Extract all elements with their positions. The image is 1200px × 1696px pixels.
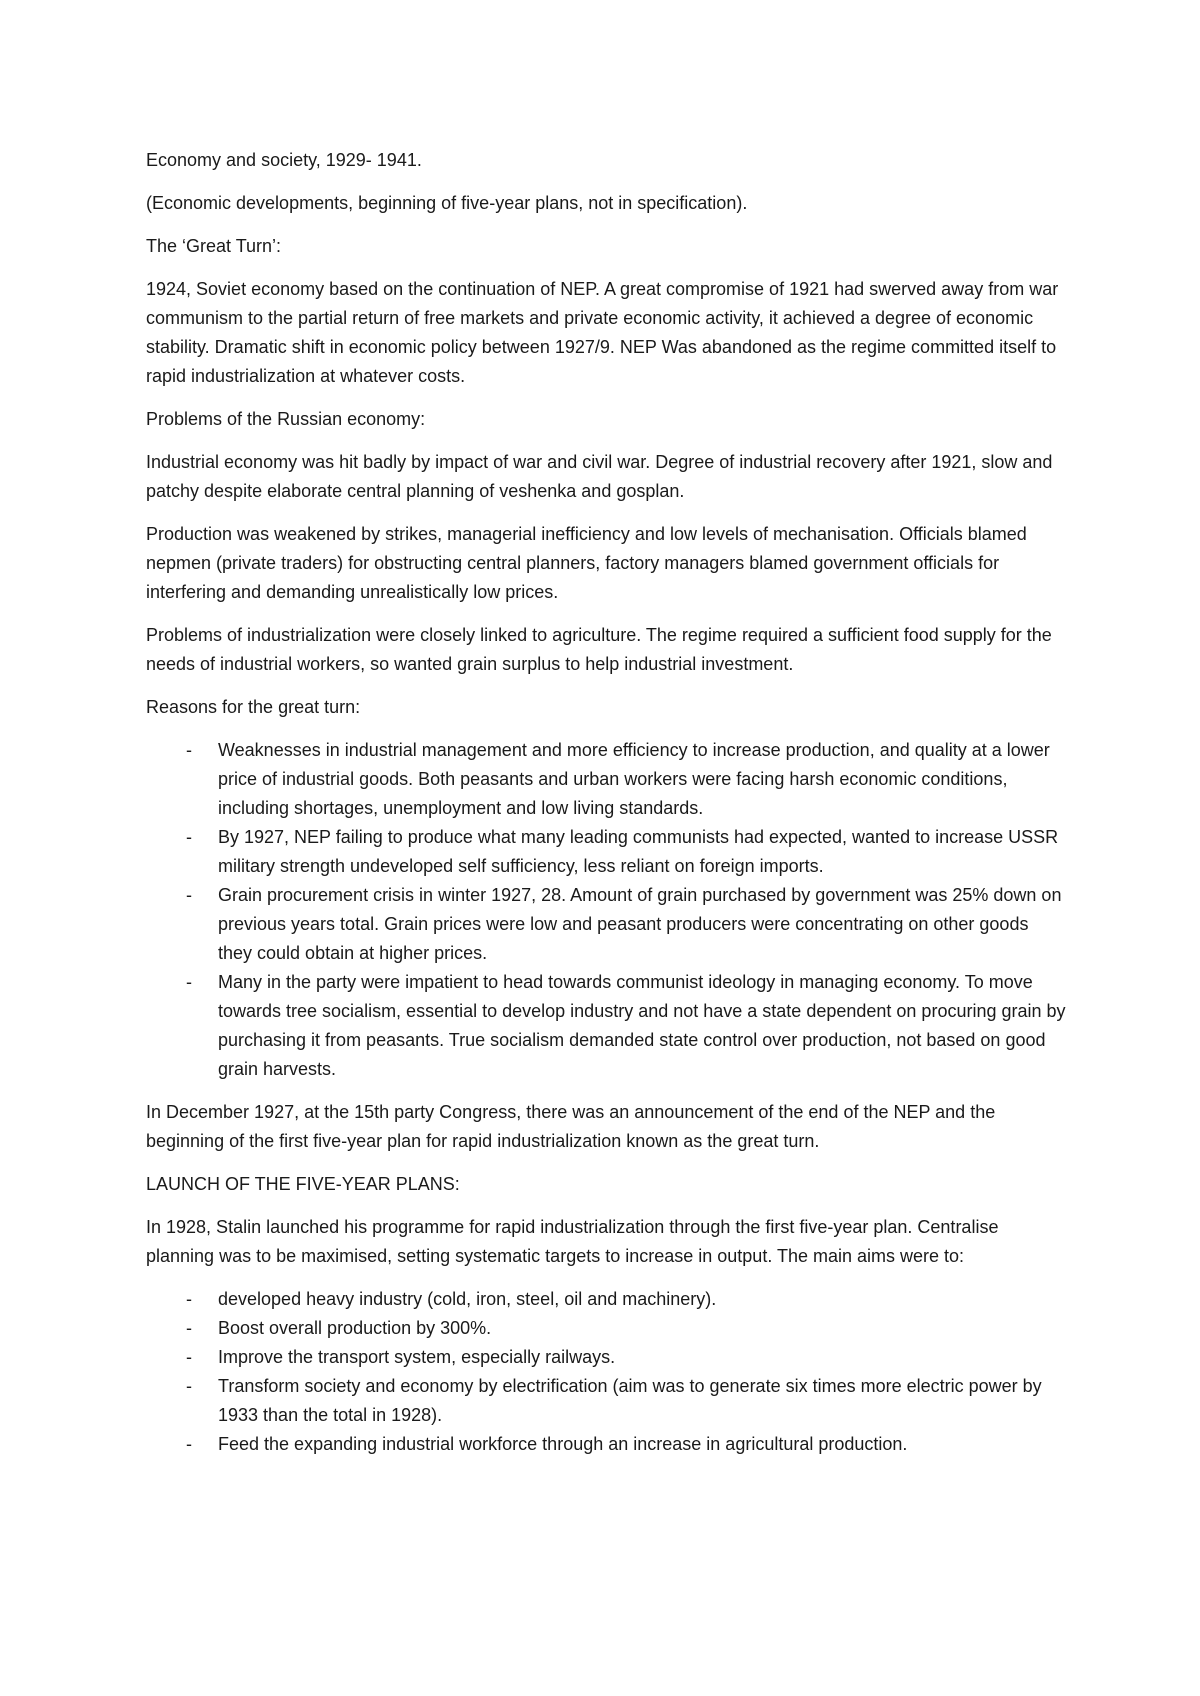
list-item	[146, 968, 1066, 1084]
intro-paragraph: 1924, Soviet economy based on the continuation of NEP. A great compromise of 1921 had swerved away from war communism to the partial return of free markets and private economic activity, it achieved a degree of economic stability. Dramatic shift in economic policy between 1927/9. NEP Was abandoned as the regime committed itself to rapid industrialization at whatever costs.	[146, 279, 1059, 386]
problems-paragraph: Industrial economy was hit badly by impact of war and civil war. Degree of industrial recovery after 1921, slow and patchy despite elaborate central planning of veshenka and gosplan.	[146, 452, 1053, 501]
dash-bullet: -	[186, 972, 192, 992]
dash-bullet: -	[186, 1289, 192, 1309]
list-item	[146, 736, 1066, 823]
aims-list	[146, 1285, 1066, 1459]
list-item-text: Boost overall production by 300%.	[218, 1318, 492, 1338]
great-turn-heading: The ‘Great Turn’:	[146, 236, 282, 256]
launch-heading: LAUNCH OF THE FIVE-YEAR PLANS:	[146, 1174, 460, 1194]
dash-bullet: -	[186, 740, 192, 760]
list-item-text: By 1927, NEP failing to produce what many leading communists had expected, wanted to increase USSR military strength undeveloped self sufficiency, less reliant on foreign imports.	[218, 827, 1059, 876]
list-item-text: Improve the transport system, especially railways.	[218, 1347, 616, 1367]
list-item-text: Weaknesses in industrial management and more efficiency to increase production, and quality at a lower price of industrial goods. Both peasants and urban workers were facing harsh economic conditions, including shortages, unemployment and low living standards.	[218, 740, 1050, 818]
problems-heading: Problems of the Russian economy:	[146, 409, 426, 429]
specification-note: (Economic developments, beginning of five-year plans, not in specification).	[146, 193, 748, 213]
list-item-text: Feed the expanding industrial workforce through an increase in agricultural production.	[218, 1434, 908, 1454]
problems-paragraph: Problems of industrialization were closely linked to agriculture. The regime required a sufficient food supply for the needs of industrial workers, so wanted grain surplus to help industrial investment.	[146, 625, 1052, 674]
list-item	[146, 823, 1066, 881]
dash-bullet: -	[186, 827, 192, 847]
list-item-text: Many in the party were impatient to head towards communist ideology in managing economy. To move towards tree socialism, essential to develop industry and not have a state dependent on procuring grain by purchasing it from peasants. True socialism demanded state control over production, not based on good grain harvests.	[218, 972, 1066, 1079]
list-item	[146, 881, 1066, 968]
document-title: Economy and society, 1929- 1941.	[146, 150, 422, 170]
reasons-list	[146, 736, 1066, 1084]
problems-paragraph: Production was weakened by strikes, managerial inefficiency and low levels of mechanisation. Officials blamed nepmen (private traders) for obstructing central planners, factory managers blamed government officials for interfering and demanding unrealistically low prices.	[146, 524, 1027, 602]
launch-paragraph: In 1928, Stalin launched his programme for rapid industrialization through the first five-year plan. Centralise planning was to be maximised, setting systematic targets to increase in output. The main aims were to:	[146, 1217, 999, 1266]
list-item-text: Grain procurement crisis in winter 1927, 28. Amount of grain purchased by government was 25% down on previous years total. Grain prices were low and peasant producers were concentrating on other goods they could obtain at higher prices.	[218, 885, 1062, 963]
list-item-text: Transform society and economy by electrification (aim was to generate six times more electric power by 1933 than the total in 1928).	[218, 1376, 1042, 1425]
list-item	[146, 1314, 1066, 1343]
list-item	[146, 1343, 1066, 1372]
december-paragraph: In December 1927, at the 15th party Congress, there was an announcement of the end of the NEP and the beginning of the first five-year plan for rapid industrialization known as the great turn.	[146, 1102, 996, 1151]
dash-bullet: -	[186, 1376, 192, 1396]
dash-bullet: -	[186, 1347, 192, 1367]
dash-bullet: -	[186, 1318, 192, 1338]
reasons-heading: Reasons for the great turn:	[146, 697, 361, 717]
list-item-text: developed heavy industry (cold, iron, steel, oil and machinery).	[218, 1289, 717, 1309]
dash-bullet: -	[186, 885, 192, 905]
dash-bullet: -	[186, 1434, 192, 1454]
list-item	[146, 1285, 1066, 1314]
list-item	[146, 1430, 1066, 1459]
list-item	[146, 1372, 1066, 1430]
